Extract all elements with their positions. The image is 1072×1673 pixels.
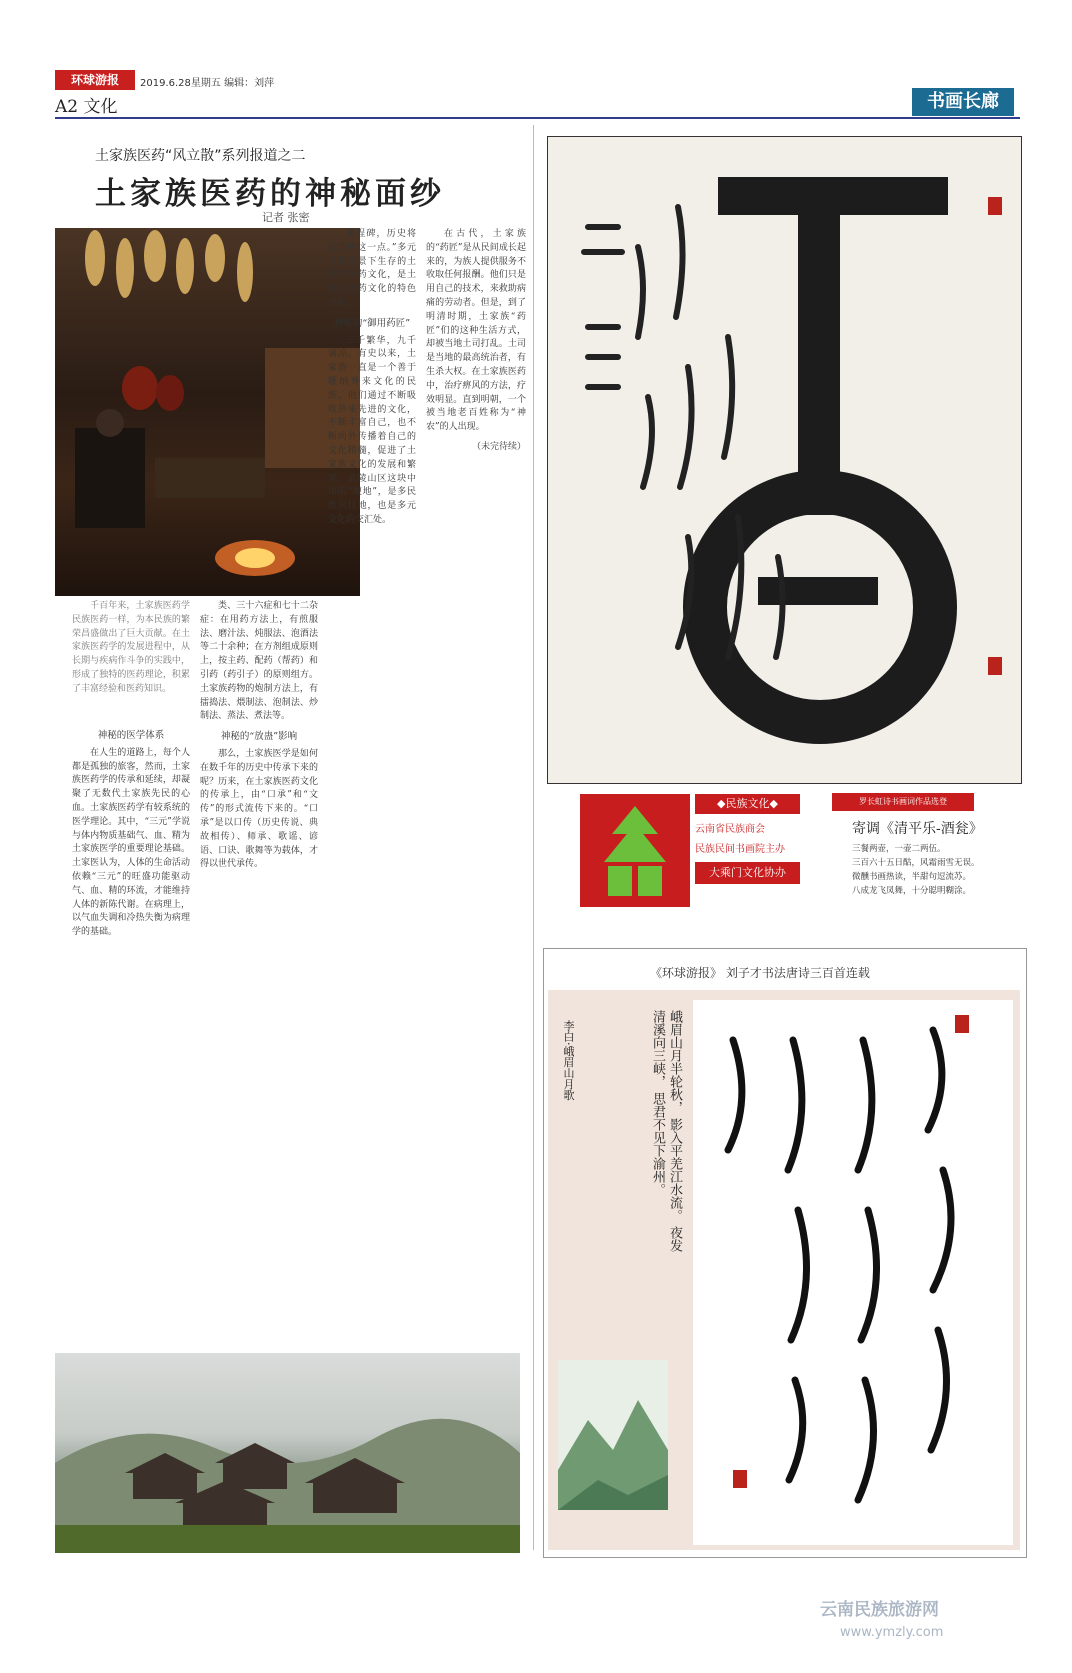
article-column-1	[72, 723, 190, 1263]
top-rule	[55, 117, 1020, 119]
host-org-1: 云南省民族商会	[695, 824, 765, 835]
poem-line: 三餐两壶，一壶二两伍。	[852, 844, 946, 854]
poem-line: 三百六十五日酤，风霜雨雪无误。	[852, 858, 980, 868]
article-column-4	[426, 228, 526, 1328]
co-organizer: 大乘门文化协办	[695, 862, 800, 884]
column-1-heading: 神秘的医学体系	[97, 730, 165, 741]
poem-col: 影入平羌江水流。	[667, 1118, 682, 1223]
column-1-text: 在人生的道路上，每个人都是孤独的旅客，然而，土家族医药学的传承和延续，却凝聚了无数代土家族先民的心血。土家族医药学有较系统的医学理论。其中，“三元”学说与体内物质基础气、血、精为土家族医学的重要理论基础。土家医认为，人体的生命活动依赖“三元”的旺盛功能驱动气、血、精的环流，才能维持人体的新陈代谢。在病理上，以气血失调和冷热失衡为病理学的基础。	[72, 747, 190, 938]
column-3b-text: 三千繁华，九千谪凉。有史以来，土家族一直是一个善于吸纳外来文化的民族。他们通过不断吸收外来先进的文化，不断丰富自己，也不断向外传播着自己的文化精髓，促进了土家族文化的发展和繁荣。武陵山区这块中国的“腹地”，是多民族居住地，也是多元文化的交汇处。	[328, 335, 416, 525]
calligraphy-paper	[693, 1000, 1013, 1545]
ethnic-culture-label: ◆民族文化◆	[695, 794, 800, 814]
poem-col: 峨眉山月半轮秋，	[667, 1010, 682, 1114]
village-photo	[55, 1353, 520, 1553]
column-3-heading: 神秘的“御用药匠”	[333, 317, 411, 329]
issue-line: 2019.6.28星期五 编辑：刘萍	[140, 78, 275, 89]
seal-stamp	[988, 657, 1002, 675]
calligraphy-artwork-1	[547, 136, 1022, 784]
article-end-note: （未完待续）	[471, 441, 526, 452]
poem-line: 八成龙飞凤舞，十分聪明糊涂。	[852, 886, 972, 896]
seal-stamp	[955, 1015, 969, 1033]
article-lead	[72, 600, 190, 720]
series-label: 罗长虹诗书画词作品选登	[832, 793, 974, 811]
series-2-title: 《环球游报》 刘子才书法唐诗三百首连载	[650, 966, 870, 980]
poem-text-block	[583, 1010, 683, 1260]
article-column-3	[328, 228, 416, 1258]
column-2b-text: 那么，土家族医学是如何在数千年的历史中传承下来的呢？历来，在土家族医药文化的传承上，由“口承”和“文传”的形式流传下来的。“口承”是以口传（历史传说、典故相传）、师承、歌谣、谚语、口诀、歌舞等为载体，才得以世代承传。	[200, 748, 318, 870]
article-byline: 记者 张密	[262, 211, 310, 224]
column-tag: 书画长廊	[912, 88, 1014, 116]
lead-text: 千百年来，土家族医药学民族医药一样，为本民族的繁荣昌盛做出了巨大贡献。在土家族医药学的发展进程中，从长期与疾病作斗争的实践中，形成了独特的医药理论，积累了丰富经验和医药知识。	[72, 601, 190, 694]
masthead-logo: 环球游报	[55, 70, 135, 90]
seal-stamp	[733, 1470, 747, 1488]
site-watermark-url: www.ymzly.com	[840, 1625, 944, 1640]
poem-attribution: 李白·峨眉山月歌	[562, 1020, 575, 1101]
kitchen-photo	[55, 228, 360, 596]
seal-stamp	[988, 197, 1002, 215]
article-column-2	[200, 600, 318, 1260]
column-2-heading: 神秘的“放蛊”影响	[220, 731, 298, 743]
article-headline: 土家族医药的神秘面纱	[95, 176, 445, 212]
site-watermark: 云南民族旅游网	[820, 1600, 939, 1620]
section-label: A2 文化	[55, 97, 118, 117]
poem-col: 思君不见下渝州。	[650, 1092, 665, 1197]
poem-line: 微醺书画热读，半甜句逗流苏。	[852, 872, 972, 882]
calligraphy-artwork-2	[548, 990, 1020, 1550]
landscape-painting	[558, 1360, 668, 1510]
host-org-2: 民族民间书画院主办	[695, 844, 785, 855]
column-4-text: 在古代，土家族的“药匠”是从民间成长起来的，为族人提供服务不收取任何报酬。他们只是用自己的技术，来救助病痛的劳动者。但是，到了明清时期，土家族“药匠”们的这种生活方式，却被当地土司打乱。土司是当地的最高统治者，有生杀大权。在土家族医药中，治疗痹风的方法，疗效明显。直到明朝，一个被当地老百姓称为“神农”的人出现。	[426, 229, 526, 433]
column-3-text: 里程碑，历史将会证明这一点。”多元文化背景下生存的土家族医药文化，是土家族医药文化的特色所在。	[328, 229, 416, 308]
poem-title: 寄调《清平乐-酒瓮》	[852, 821, 983, 837]
poem-col: 夜发清溪向三峡，	[650, 1010, 682, 1253]
column-2-text: 类、三十六症和七十二杂症：在用药方法上，有煎服法、磨汁法、炖服法、泡酒法等二十余种；在方剂组成原则上，按主药、配药（帮药）和引药（药引子）的原则组方。土家族药物的炮制方法上，有擂捣法、煨制法、泡制法、炒制法、蒸法、煮法等。	[200, 601, 318, 722]
column-divider	[533, 125, 534, 1550]
ethnic-culture-logo	[580, 794, 690, 907]
article-kicker: 土家族医药“风立散”系列报道之二	[95, 148, 306, 164]
